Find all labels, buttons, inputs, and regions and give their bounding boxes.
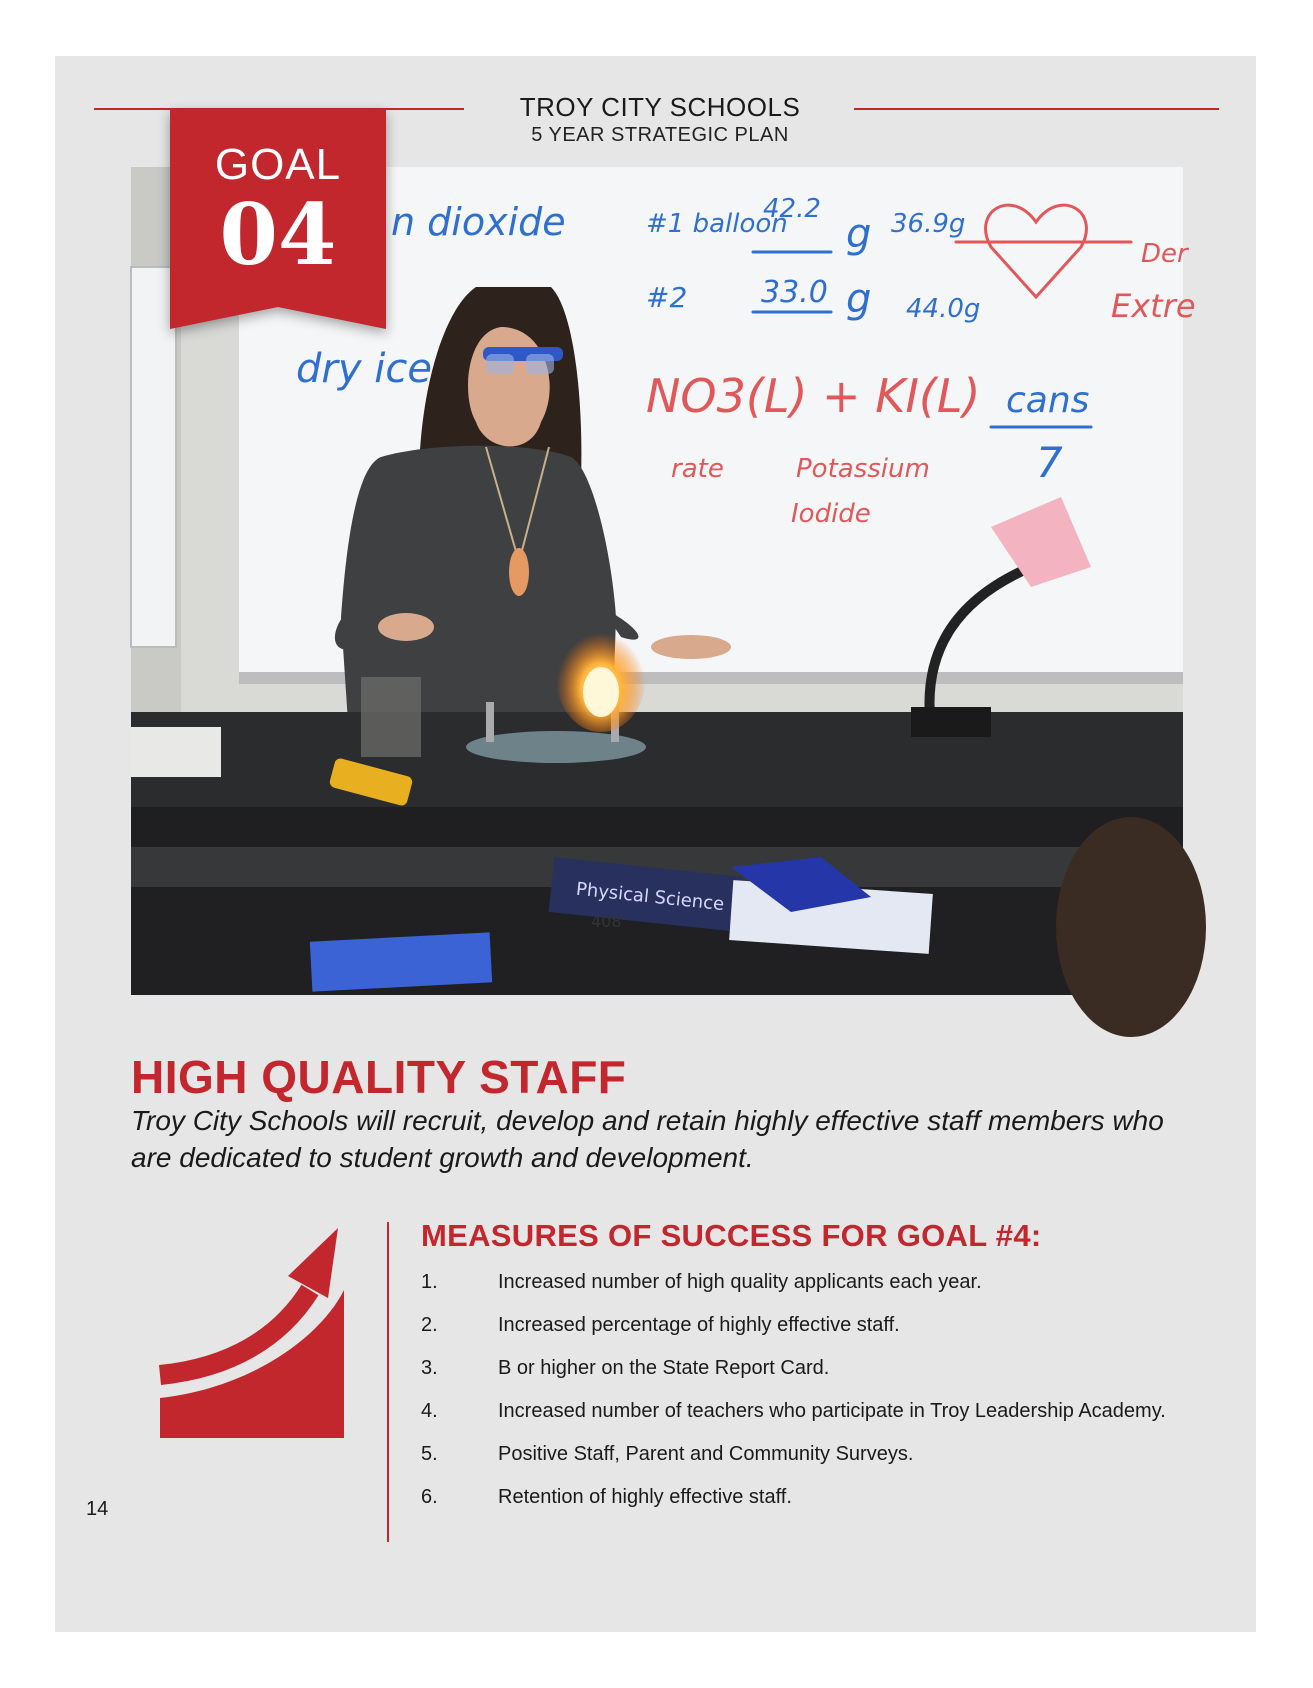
growth-arrow-icon bbox=[160, 1228, 350, 1438]
vertical-divider bbox=[387, 1222, 389, 1542]
goal-description: Troy City Schools will recruit, develop and retain highly effective staff members who are dedicated to student growth and development. bbox=[131, 1105, 1164, 1173]
measure-number: 6. bbox=[421, 1486, 438, 1508]
board-word: Potassium bbox=[796, 454, 930, 484]
measure-text: Positive Staff, Parent and Community Surveys. bbox=[498, 1443, 914, 1465]
board-word: 42.2 bbox=[763, 194, 821, 224]
measure-text: Increased percentage of highly effective staff. bbox=[498, 1314, 900, 1336]
board-word: n dioxide bbox=[391, 200, 566, 244]
header-title: TROY CITY SCHOOLS bbox=[519, 92, 801, 122]
board-word: 7 bbox=[1036, 438, 1063, 487]
measure-item bbox=[421, 1356, 1181, 1381]
board-word: 33.0 bbox=[761, 275, 828, 310]
measure-item bbox=[421, 1485, 1181, 1510]
measure-item bbox=[421, 1399, 1181, 1424]
measure-text: B or higher on the State Report Card. bbox=[498, 1357, 830, 1379]
board-word: #1 balloon bbox=[646, 209, 788, 239]
board-word: g bbox=[846, 211, 872, 257]
goal-badge-number: 04 bbox=[219, 185, 337, 284]
measures-list bbox=[421, 1270, 1181, 1528]
board-word: #2 bbox=[646, 281, 688, 314]
board-word: Der bbox=[1141, 239, 1188, 269]
board-word: cans bbox=[1006, 380, 1090, 421]
measure-item bbox=[421, 1313, 1181, 1338]
measure-text: Increased number of teachers who participate in Troy Leadership Academy. bbox=[498, 1400, 1166, 1422]
board-word: rate bbox=[671, 454, 724, 484]
measure-number: 5. bbox=[421, 1443, 438, 1465]
measure-item bbox=[421, 1270, 1181, 1295]
goal-title: HIGH QUALITY STAFF bbox=[131, 1051, 627, 1103]
measure-text: Increased number of high quality applicants each year. bbox=[498, 1271, 982, 1293]
board-word: dry ice bbox=[296, 346, 432, 392]
header-rule-right bbox=[854, 108, 1219, 110]
book-cover-text: Physical Science bbox=[575, 878, 726, 916]
page-number: 14 bbox=[86, 1498, 109, 1520]
board-word: 36.9g bbox=[891, 209, 966, 239]
measure-number: 4. bbox=[421, 1400, 438, 1422]
board-word: 44.0g bbox=[906, 294, 981, 324]
board-word: g bbox=[846, 276, 872, 322]
book-label: 408 bbox=[591, 912, 622, 931]
goal-badge-label: GOAL bbox=[214, 140, 342, 189]
measure-number: 1. bbox=[421, 1271, 438, 1293]
board-word: Extre bbox=[1111, 287, 1196, 325]
measure-item bbox=[421, 1442, 1181, 1467]
board-word: NO3(L) + KI(L) bbox=[646, 369, 981, 423]
measure-number: 2. bbox=[421, 1314, 438, 1336]
header-subtitle: 5 YEAR STRATEGIC PLAN bbox=[531, 124, 789, 146]
board-word: Iodide bbox=[791, 499, 871, 529]
measures-heading: MEASURES OF SUCCESS FOR GOAL #4: bbox=[421, 1218, 1042, 1253]
measure-text: Retention of highly effective staff. bbox=[498, 1486, 792, 1508]
measure-number: 3. bbox=[421, 1357, 438, 1379]
